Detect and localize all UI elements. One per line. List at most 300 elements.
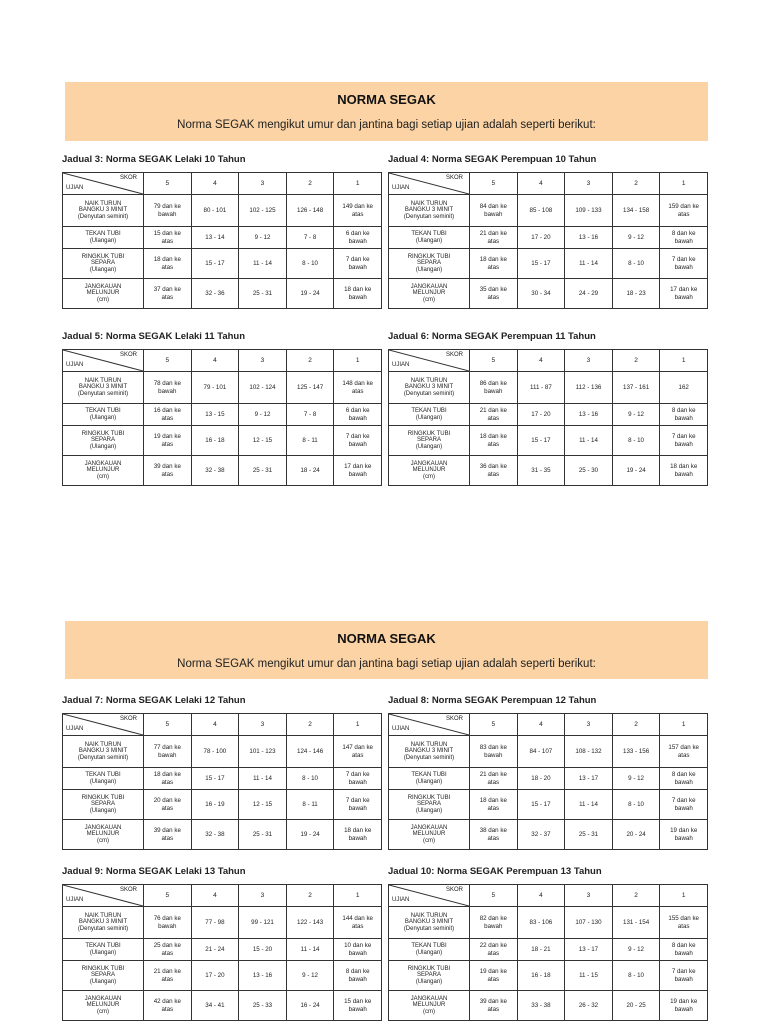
norm-value-line: 86 dan ke xyxy=(479,380,507,388)
skor-label: SKOR xyxy=(445,716,463,722)
table-row xyxy=(63,939,382,961)
norm-value-cell xyxy=(517,372,565,404)
norm-value-line: bawah xyxy=(158,751,177,759)
norm-value-cell xyxy=(470,227,518,249)
table-row xyxy=(389,404,708,426)
norm-value-cell xyxy=(612,404,660,426)
norm-value-line: 144 dan ke xyxy=(342,915,373,923)
norm-value-line: atas xyxy=(487,1005,500,1013)
norm-value-line: atas xyxy=(161,834,174,842)
test-name-line: JANGKAUAN xyxy=(410,995,448,1002)
norm-value-line: 13 - 16 xyxy=(578,410,599,418)
norm-value-cell xyxy=(144,991,192,1021)
skor-label: SKOR xyxy=(445,352,463,358)
norm-value-line: 17 dan ke xyxy=(670,286,698,294)
test-name-line: NAIK TURUN xyxy=(410,377,448,384)
table-row xyxy=(63,426,382,456)
table-row xyxy=(389,991,708,1021)
norm-value-line: 8 - 10 xyxy=(628,259,644,267)
table-row xyxy=(389,195,708,227)
norm-value-line: atas xyxy=(161,293,174,301)
test-name-line: (Ulangan) xyxy=(89,807,117,814)
norm-value-cell xyxy=(517,249,565,279)
test-name-line: (Denyutan seminit) xyxy=(403,213,455,220)
norm-value-line: 8 - 10 xyxy=(628,971,644,979)
norm-value-cell xyxy=(239,372,287,404)
table-row xyxy=(63,961,382,991)
norm-value-line: 15 - 17 xyxy=(205,774,225,782)
norm-value-line: atas xyxy=(487,237,500,245)
norm-value-line: bawah xyxy=(158,387,177,395)
test-name-line: JANGKAUAN xyxy=(84,460,122,467)
norm-value-cell xyxy=(334,939,382,961)
score-header-cell: 3 xyxy=(239,173,287,195)
header-row xyxy=(389,714,708,736)
test-name-cell xyxy=(389,195,470,227)
test-name-cell xyxy=(389,939,470,961)
norm-value-line: bawah xyxy=(348,440,367,448)
score-header-cell: 2 xyxy=(286,173,334,195)
norma-table-block xyxy=(388,331,708,486)
norm-value-line: bawah xyxy=(674,293,693,301)
norm-value-cell xyxy=(612,736,660,768)
test-name-line: RINGKUK TUBI xyxy=(407,965,451,972)
norm-value-line: 131 - 154 xyxy=(623,918,650,926)
test-name-cell xyxy=(389,820,470,850)
norm-value-line: atas xyxy=(487,778,500,786)
norm-value-cell xyxy=(565,372,613,404)
test-name-line: SEPARA xyxy=(417,801,441,808)
test-name-line: (cm) xyxy=(97,296,109,303)
norm-value-line: 18 - 20 xyxy=(531,774,551,782)
skor-ujian-corner-cell xyxy=(63,885,144,907)
norm-value-cell xyxy=(144,279,192,309)
test-name-line: NAIK TURUN xyxy=(410,912,448,919)
score-header-cell: 5 xyxy=(470,885,518,907)
norm-value-line: atas xyxy=(677,210,690,218)
norm-value-line: 18 dan ke xyxy=(153,771,181,779)
norm-value-cell xyxy=(239,736,287,768)
norm-value-cell xyxy=(565,279,613,309)
norm-value-cell xyxy=(612,372,660,404)
test-name-line: (Denyutan seminit) xyxy=(403,925,455,932)
score-header-cell: 1 xyxy=(660,885,708,907)
test-name-line: (Ulangan) xyxy=(415,443,443,450)
norm-value-cell xyxy=(565,991,613,1021)
norm-value-line: 16 - 18 xyxy=(531,971,551,979)
norm-value-line: 21 dan ke xyxy=(479,230,507,238)
norm-value-cell xyxy=(286,195,334,227)
norm-value-line: atas xyxy=(161,949,174,957)
norm-value-cell xyxy=(286,279,334,309)
norm-value-cell xyxy=(517,768,565,790)
norm-value-line: bawah xyxy=(674,470,693,478)
test-name-cell xyxy=(389,404,470,426)
norm-value-line: 83 - 106 xyxy=(529,918,553,926)
norm-value-line: 21 - 24 xyxy=(205,945,225,953)
test-name-line: BANGKU 3 MINIT xyxy=(404,384,454,391)
norm-value-line: 6 dan ke xyxy=(345,230,370,238)
norm-value-cell xyxy=(517,961,565,991)
norm-value-line: bawah xyxy=(674,263,693,271)
norm-value-line: atas xyxy=(677,751,690,759)
norm-value-line: 76 dan ke xyxy=(153,915,181,923)
norm-value-line: 17 - 20 xyxy=(531,410,551,418)
norm-value-line: 8 - 11 xyxy=(302,800,318,808)
norm-value-cell xyxy=(612,790,660,820)
norm-value-cell xyxy=(191,961,239,991)
header-row xyxy=(63,173,382,195)
norm-value-line: 18 dan ke xyxy=(344,827,372,835)
norm-value-cell xyxy=(612,456,660,486)
test-name-line: BANGKU 3 MINIT xyxy=(404,207,454,214)
norm-value-line: 19 - 24 xyxy=(300,289,320,297)
test-name-line: RINGKUK TUBI xyxy=(81,965,125,972)
test-name-line: (cm) xyxy=(423,837,435,844)
norm-value-line: 20 dan ke xyxy=(153,797,181,805)
test-name-line: MELUNJUR xyxy=(86,1002,120,1009)
test-name-line: (Denyutan seminit) xyxy=(77,754,129,761)
norm-value-cell xyxy=(144,227,192,249)
norm-value-cell xyxy=(470,249,518,279)
table-row xyxy=(389,736,708,768)
norm-value-cell xyxy=(334,790,382,820)
norm-value-cell xyxy=(565,939,613,961)
norm-value-line: 147 dan ke xyxy=(342,744,373,752)
norm-value-cell xyxy=(334,227,382,249)
score-header-cell: 1 xyxy=(660,714,708,736)
norm-value-line: 7 dan ke xyxy=(671,968,696,976)
norm-value-line: bawah xyxy=(674,1005,693,1013)
norma-table xyxy=(62,349,382,486)
score-header-cell: 2 xyxy=(612,350,660,372)
norm-value-cell xyxy=(612,768,660,790)
test-name-line: NAIK TURUN xyxy=(84,912,122,919)
norm-value-cell xyxy=(286,372,334,404)
norma-table xyxy=(62,713,382,850)
norm-value-cell xyxy=(286,991,334,1021)
norm-value-cell xyxy=(334,820,382,850)
norm-value-line: atas xyxy=(677,922,690,930)
norm-value-line: atas xyxy=(161,804,174,812)
test-name-cell xyxy=(389,372,470,404)
norm-value-line: 124 - 146 xyxy=(297,747,324,755)
norm-value-line: atas xyxy=(487,470,500,478)
test-name-line: TEKAN TUBI xyxy=(411,230,447,237)
norm-value-line: 19 dan ke xyxy=(479,968,507,976)
norm-value-line: 122 - 143 xyxy=(297,918,324,926)
table-row xyxy=(63,195,382,227)
norm-value-line: 15 - 17 xyxy=(531,800,551,808)
test-name-line: MELUNJUR xyxy=(86,831,120,838)
norm-value-cell xyxy=(286,939,334,961)
test-name-line: NAIK TURUN xyxy=(410,741,448,748)
norm-value-cell xyxy=(470,404,518,426)
score-header-cell: 1 xyxy=(334,173,382,195)
norm-value-cell xyxy=(470,939,518,961)
test-name-cell xyxy=(389,426,470,456)
test-name-line: NAIK TURUN xyxy=(84,377,122,384)
norm-value-cell xyxy=(286,426,334,456)
norm-value-cell xyxy=(470,426,518,456)
norm-value-cell xyxy=(565,790,613,820)
norm-value-cell xyxy=(660,736,708,768)
ujian-label: UJIAN xyxy=(392,896,410,903)
norm-value-line: 133 - 156 xyxy=(623,747,650,755)
test-name-cell xyxy=(389,907,470,939)
norm-value-line: bawah xyxy=(348,470,367,478)
norm-value-line: 19 dan ke xyxy=(670,998,698,1006)
norm-value-line: 25 dan ke xyxy=(153,942,181,950)
table-row xyxy=(389,768,708,790)
norm-value-line: 13 - 17 xyxy=(578,774,599,782)
table-row xyxy=(389,426,708,456)
norm-value-line: 6 dan ke xyxy=(345,407,370,415)
norm-value-cell xyxy=(334,249,382,279)
norm-value-cell xyxy=(239,404,287,426)
norm-value-line: 15 - 17 xyxy=(531,259,551,267)
norm-value-line: 16 dan ke xyxy=(153,407,181,415)
norm-value-line: 11 - 14 xyxy=(253,259,272,267)
norm-value-line: 10 dan ke xyxy=(344,942,372,950)
test-name-line: (cm) xyxy=(423,473,435,480)
norm-value-line: 8 - 10 xyxy=(628,436,644,444)
norma-table-block xyxy=(62,866,382,1021)
test-name-line: SEPARA xyxy=(91,801,115,808)
test-name-line: MELUNJUR xyxy=(86,290,120,297)
test-name-cell xyxy=(389,456,470,486)
norm-value-line: bawah xyxy=(158,210,177,218)
norm-value-line: 102 - 124 xyxy=(249,383,276,391)
table-caption: Jadual 9: Norma SEGAK Lelaki 13 Tahun xyxy=(62,866,246,877)
test-name-line: MELUNJUR xyxy=(412,1002,446,1009)
test-name-line: TEKAN TUBI xyxy=(85,407,121,414)
score-header-cell: 3 xyxy=(565,714,613,736)
test-name-line: (Denyutan seminit) xyxy=(77,390,129,397)
norm-value-line: atas xyxy=(351,210,364,218)
test-name-cell xyxy=(389,961,470,991)
norm-value-cell xyxy=(565,736,613,768)
norma-table-block xyxy=(388,866,708,1021)
norm-value-cell xyxy=(517,195,565,227)
score-header-cell: 4 xyxy=(517,350,565,372)
norm-value-line: bawah xyxy=(674,804,693,812)
test-name-line: RINGKUK TUBI xyxy=(407,794,451,801)
test-name-line: (Ulangan) xyxy=(89,443,117,450)
score-header-cell: 4 xyxy=(191,714,239,736)
test-name-line: JANGKAUAN xyxy=(84,824,122,831)
score-header-cell: 2 xyxy=(286,885,334,907)
test-name-line: RINGKUK TUBI xyxy=(407,430,451,437)
norm-value-line: 15 - 17 xyxy=(205,259,225,267)
norm-value-line: 9 - 12 xyxy=(302,971,318,979)
norm-value-cell xyxy=(144,736,192,768)
norm-value-line: 32 - 38 xyxy=(205,466,225,474)
norm-value-line: bawah xyxy=(158,922,177,930)
norm-value-line: bawah xyxy=(348,263,367,271)
table-caption: Jadual 8: Norma SEGAK Perempuan 12 Tahun xyxy=(388,695,597,706)
table-row xyxy=(63,907,382,939)
norm-value-line: bawah xyxy=(348,414,367,422)
norm-value-cell xyxy=(660,820,708,850)
table-row xyxy=(63,768,382,790)
test-name-line: MELUNJUR xyxy=(86,467,120,474)
norm-value-line: 18 - 21 xyxy=(531,945,551,953)
norm-value-line: 8 - 10 xyxy=(302,259,318,267)
norm-value-line: 25 - 31 xyxy=(578,830,599,838)
norm-value-cell xyxy=(517,426,565,456)
norm-value-cell xyxy=(239,907,287,939)
norm-value-line: 18 - 23 xyxy=(626,289,646,297)
norm-value-line: 79 dan ke xyxy=(153,203,181,211)
norm-value-line: atas xyxy=(487,834,500,842)
table-caption: Jadual 3: Norma SEGAK Lelaki 10 Tahun xyxy=(62,154,246,165)
norm-value-line: 25 - 31 xyxy=(252,466,273,474)
ujian-label: UJIAN xyxy=(392,361,410,368)
norm-value-cell xyxy=(191,227,239,249)
norma-table-block xyxy=(62,695,382,850)
test-name-cell xyxy=(63,372,144,404)
norm-value-cell xyxy=(286,404,334,426)
norm-value-line: 17 - 20 xyxy=(205,971,225,979)
banner-subtitle: Norma SEGAK mengikut umur dan jantina bagi setiap ujian adalah seperti berikut: xyxy=(177,658,596,670)
test-name-line: RINGKUK TUBI xyxy=(407,253,451,260)
norm-value-cell xyxy=(286,790,334,820)
norm-value-line: bawah xyxy=(348,949,367,957)
norm-value-line: 77 - 98 xyxy=(205,918,225,926)
norm-value-line: 18 dan ke xyxy=(479,256,507,264)
table-row xyxy=(63,790,382,820)
norm-value-cell xyxy=(239,961,287,991)
norm-value-line: 18 dan ke xyxy=(479,797,507,805)
norm-value-line: 11 - 14 xyxy=(579,259,598,267)
ujian-label: UJIAN xyxy=(66,361,84,368)
norm-value-line: atas xyxy=(487,949,500,957)
norm-value-cell xyxy=(239,991,287,1021)
score-header-cell: 3 xyxy=(565,173,613,195)
norm-value-cell xyxy=(517,991,565,1021)
ujian-label: UJIAN xyxy=(392,184,410,191)
norm-value-line: atas xyxy=(161,237,174,245)
norm-value-line: bawah xyxy=(348,778,367,786)
test-name-line: (cm) xyxy=(97,473,109,480)
norm-value-cell xyxy=(612,820,660,850)
norm-value-cell xyxy=(517,279,565,309)
test-name-line: (Denyutan seminit) xyxy=(77,925,129,932)
norm-value-line: atas xyxy=(161,778,174,786)
norm-value-cell xyxy=(286,736,334,768)
table-row xyxy=(389,790,708,820)
test-name-line: JANGKAUAN xyxy=(84,995,122,1002)
norm-value-line: 111 - 87 xyxy=(529,383,552,391)
norma-table xyxy=(62,172,382,309)
test-name-cell xyxy=(63,195,144,227)
norm-value-line: 30 - 34 xyxy=(531,289,551,297)
norm-value-cell xyxy=(286,456,334,486)
norm-value-cell xyxy=(286,907,334,939)
norm-value-cell xyxy=(517,736,565,768)
norm-value-cell xyxy=(239,456,287,486)
test-name-line: (Ulangan) xyxy=(415,414,443,421)
norm-value-cell xyxy=(191,456,239,486)
table-row xyxy=(389,249,708,279)
norma-table xyxy=(388,884,708,1021)
norm-value-line: 18 - 24 xyxy=(300,466,320,474)
score-header-cell: 4 xyxy=(191,885,239,907)
norm-value-line: 82 dan ke xyxy=(479,915,507,923)
norm-value-cell xyxy=(286,249,334,279)
norm-value-cell xyxy=(517,939,565,961)
norm-value-line: 38 dan ke xyxy=(479,827,507,835)
norm-value-line: 157 dan ke xyxy=(668,744,699,752)
norm-value-line: 8 - 11 xyxy=(302,436,318,444)
norm-value-line: bawah xyxy=(348,237,367,245)
test-name-cell xyxy=(389,768,470,790)
norm-value-cell xyxy=(470,195,518,227)
norm-value-line: 33 - 38 xyxy=(531,1001,551,1009)
norm-value-line: 9 - 12 xyxy=(628,945,644,953)
norm-value-cell xyxy=(660,279,708,309)
norm-value-cell xyxy=(660,961,708,991)
norm-value-cell xyxy=(517,907,565,939)
header-row xyxy=(389,173,708,195)
table-row xyxy=(63,249,382,279)
norm-value-cell xyxy=(470,961,518,991)
norm-value-cell xyxy=(239,227,287,249)
norm-value-cell xyxy=(660,195,708,227)
score-header-cell: 5 xyxy=(470,714,518,736)
skor-label: SKOR xyxy=(119,887,137,893)
table-row xyxy=(389,907,708,939)
norm-value-cell xyxy=(660,372,708,404)
norm-value-cell xyxy=(470,820,518,850)
test-name-cell xyxy=(389,991,470,1021)
norm-value-line: 18 dan ke xyxy=(479,433,507,441)
norm-value-line: bawah xyxy=(348,293,367,301)
test-name-line: (Ulangan) xyxy=(415,266,443,273)
score-header-cell: 3 xyxy=(565,350,613,372)
test-name-cell xyxy=(63,249,144,279)
table-row xyxy=(63,227,382,249)
skor-ujian-corner-cell xyxy=(63,350,144,372)
norm-value-line: 13 - 16 xyxy=(252,971,273,979)
norm-value-cell xyxy=(565,426,613,456)
norm-value-line: 26 - 32 xyxy=(578,1001,599,1009)
test-name-line: TEKAN TUBI xyxy=(85,230,121,237)
score-header-cell: 4 xyxy=(517,714,565,736)
norm-value-cell xyxy=(565,961,613,991)
norm-value-cell xyxy=(470,790,518,820)
skor-ujian-corner-cell xyxy=(389,714,470,736)
norm-value-cell xyxy=(334,456,382,486)
norm-value-line: 155 dan ke xyxy=(668,915,699,923)
norm-value-cell xyxy=(334,279,382,309)
score-header-cell: 5 xyxy=(144,173,192,195)
test-name-line: (Ulangan) xyxy=(415,949,443,956)
skor-ujian-corner-cell xyxy=(389,350,470,372)
norm-value-line: 13 - 17 xyxy=(578,945,599,953)
norm-value-cell xyxy=(565,456,613,486)
test-name-line: SEPARA xyxy=(91,437,115,444)
score-header-cell: 4 xyxy=(191,173,239,195)
norm-value-cell xyxy=(660,939,708,961)
norm-value-cell xyxy=(334,404,382,426)
norm-value-line: 39 dan ke xyxy=(479,998,507,1006)
norm-value-line: 102 - 125 xyxy=(249,206,276,214)
norm-value-line: bawah xyxy=(484,751,503,759)
norm-value-line: 35 dan ke xyxy=(479,286,507,294)
test-name-line: BANGKU 3 MINIT xyxy=(78,207,128,214)
